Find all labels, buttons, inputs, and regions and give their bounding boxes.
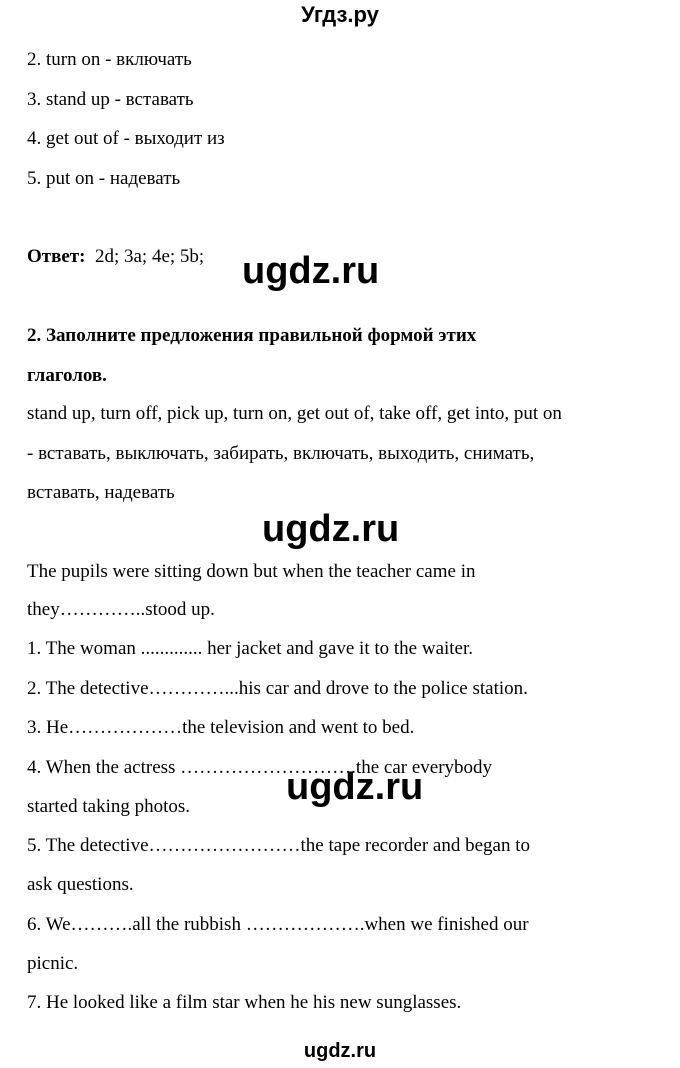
vocab-item: 3. stand up - вставать bbox=[27, 89, 194, 110]
exercise-sentence: 3. He………………the television and went to bed. bbox=[27, 717, 415, 738]
exercise-sentence-continued: started taking photos. bbox=[27, 796, 191, 817]
exercise-sentence: 1. The woman ............. her jacket and gave it to the waiter. bbox=[27, 638, 474, 659]
vocab-item: 5. put on - надевать bbox=[27, 168, 181, 189]
vocab-item: 4. get out of - выходит из bbox=[27, 128, 225, 149]
exercise-sentence: 4. When the actress ……………………….the car everybody bbox=[27, 757, 493, 778]
exercise-sentence: 2. The detective…………...his car and drove to the police station. bbox=[27, 678, 528, 699]
watermark: ugdz.ru bbox=[286, 766, 424, 808]
exercise-sentence: 7. He looked like a film star when he his new sunglasses. bbox=[27, 992, 462, 1013]
task-title: 2. Заполните предложения правильной формой этих bbox=[27, 325, 477, 346]
answer-label: Ответ: bbox=[27, 246, 86, 267]
task-title-continued: глаголов. bbox=[27, 365, 107, 386]
footer-watermark: ugdz.ru bbox=[303, 1040, 377, 1062]
example-sentence: The pupils were sitting down but when the teacher came in bbox=[27, 561, 476, 582]
site-title: Угдз.ру bbox=[301, 2, 379, 27]
watermark: ugdz.ru bbox=[242, 250, 380, 292]
vocab-item: 2. turn on - включать bbox=[27, 49, 192, 70]
exercise-sentence-continued: picnic. bbox=[27, 953, 79, 974]
exercise-sentence-continued: ask questions. bbox=[27, 874, 134, 895]
example-sentence-continued: they…………..stood up. bbox=[27, 599, 215, 620]
verb-translation-continued: вставать, надевать bbox=[27, 482, 175, 503]
verb-list: stand up, turn off, pick up, turn on, get out of, take off, get into, put on bbox=[27, 403, 562, 424]
answer-value: 2d; 3a; 4e; 5b; bbox=[94, 246, 205, 267]
exercise-sentence: 6. We……….all the rubbish ……………….when we finished our bbox=[27, 914, 529, 935]
exercise-sentence: 5. The detective……………………the tape recorder and began to bbox=[27, 835, 530, 856]
verb-translation: - вставать, выключать, забирать, включать, выходить, снимать, bbox=[27, 443, 535, 464]
answer-line bbox=[27, 245, 204, 269]
watermark: ugdz.ru bbox=[262, 508, 400, 550]
